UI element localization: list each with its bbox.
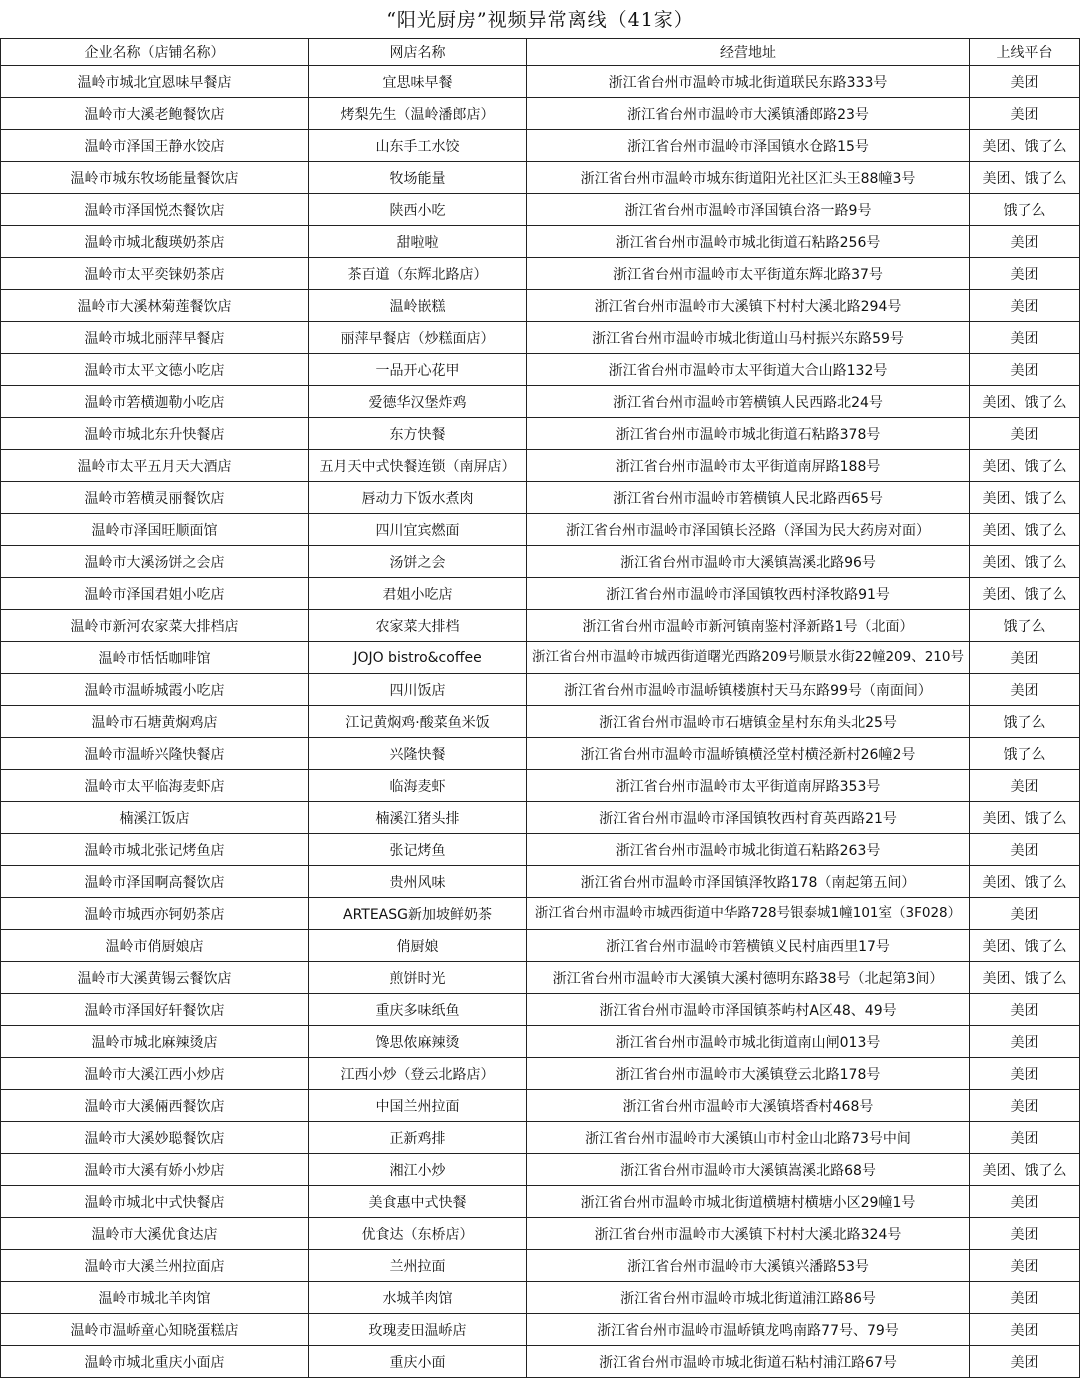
platform-cell: 美团、饿了么 [970, 162, 1080, 194]
address-cell: 浙江省台州市温岭市城西街道中华路728号银泰城1幢101室（3F028） [527, 898, 970, 930]
address-cell: 浙江省台州市温岭市大溪镇下村村大溪北路324号 [527, 1218, 970, 1250]
enterprise-name-cell: 温岭市城北羊肉馆 [1, 1282, 309, 1314]
online-store-name-cell: 正新鸡排 [309, 1122, 527, 1154]
enterprise-name-cell: 楠溪江饭店 [1, 802, 309, 834]
online-store-name-cell: 重庆小面 [309, 1346, 527, 1378]
enterprise-name-cell: 温岭市太平文德小吃店 [1, 354, 309, 386]
platform-cell: 美团 [970, 1122, 1080, 1154]
enterprise-name-cell: 温岭市城东牧场能量餐饮店 [1, 162, 309, 194]
online-store-name-cell: 优食达（东桥店） [309, 1218, 527, 1250]
enterprise-name-cell: 温岭市城北张记烤鱼店 [1, 834, 309, 866]
address-cell: 浙江省台州市温岭市泽国镇牧西村泽牧路91号 [527, 578, 970, 610]
address-cell: 浙江省台州市温岭市城北街道石粘村浦江路67号 [527, 1346, 970, 1378]
page-title: “阳光厨房”视频异常离线（41家） [386, 9, 694, 31]
address-cell: 浙江省台州市温岭市大溪镇嵩溪北路96号 [527, 546, 970, 578]
enterprise-name-cell: 温岭市城北馥瑛奶茶店 [1, 226, 309, 258]
online-store-name-cell: 宜思味早餐 [309, 66, 527, 98]
enterprise-name-cell: 温岭市温峤城霞小吃店 [1, 674, 309, 706]
enterprise-name-cell: 温岭市大溪汤饼之会店 [1, 546, 309, 578]
platform-cell: 美团、饿了么 [970, 802, 1080, 834]
table-row [1, 610, 1080, 642]
online-store-name-cell: 君姐小吃店 [309, 578, 527, 610]
address-cell: 浙江省台州市温岭市大溪镇下村村大溪北路294号 [527, 290, 970, 322]
online-store-name-cell: 茶百道（东辉北路店） [309, 258, 527, 290]
table-row [1, 770, 1080, 802]
online-store-name-cell: 美食惠中式快餐 [309, 1186, 527, 1218]
platform-cell: 美团 [970, 1026, 1080, 1058]
enterprise-name-cell: 温岭市大溪老鲍餐饮店 [1, 98, 309, 130]
table-row [1, 130, 1080, 162]
enterprise-name-cell: 温岭市城北丽萍早餐店 [1, 322, 309, 354]
platform-cell: 美团、饿了么 [970, 514, 1080, 546]
store-table [0, 38, 1080, 1378]
address-cell: 浙江省台州市温岭市温峤镇楼旗村天马东路99号（南面间） [527, 674, 970, 706]
header-platform: 上线平台 [970, 39, 1080, 66]
address-cell: 浙江省台州市温岭市太平街道东辉北路37号 [527, 258, 970, 290]
table-row [1, 1314, 1080, 1346]
enterprise-name-cell: 温岭市大溪妙聪餐饮店 [1, 1122, 309, 1154]
platform-cell: 饿了么 [970, 706, 1080, 738]
platform-cell: 美团 [970, 1058, 1080, 1090]
address-cell: 浙江省台州市温岭市城北街道南山闸013号 [527, 1026, 970, 1058]
table-row [1, 1218, 1080, 1250]
table-row [1, 514, 1080, 546]
address-cell: 浙江省台州市温岭市泽国镇茶屿村A区48、49号 [527, 994, 970, 1026]
platform-cell: 美团 [970, 1250, 1080, 1282]
platform-cell: 美团 [970, 418, 1080, 450]
table-row [1, 930, 1080, 962]
platform-cell: 美团、饿了么 [970, 866, 1080, 898]
address-cell: 浙江省台州市温岭市城北街道山马村振兴东路59号 [527, 322, 970, 354]
online-store-name-cell: 湘江小炒 [309, 1154, 527, 1186]
enterprise-name-cell: 温岭市太平五月天大酒店 [1, 450, 309, 482]
online-store-name-cell: 烤梨先生（温岭潘郎店） [309, 98, 527, 130]
online-store-name-cell: 兴隆快餐 [309, 738, 527, 770]
address-cell: 浙江省台州市温岭市城北街道横塘村横塘小区29幢1号 [527, 1186, 970, 1218]
enterprise-name-cell: 温岭市泽国王静水饺店 [1, 130, 309, 162]
table-row [1, 162, 1080, 194]
table-row [1, 1250, 1080, 1282]
table-row [1, 194, 1080, 226]
platform-cell: 美团 [970, 290, 1080, 322]
address-cell: 浙江省台州市温岭市城北街道石粘路256号 [527, 226, 970, 258]
enterprise-name-cell: 温岭市城北中式快餐店 [1, 1186, 309, 1218]
platform-cell: 美团 [970, 898, 1080, 930]
header-business-address: 经营地址 [527, 39, 970, 66]
platform-cell: 美团、饿了么 [970, 578, 1080, 610]
online-store-name-cell: 丽萍早餐店（炒糕面店） [309, 322, 527, 354]
platform-cell: 美团 [970, 226, 1080, 258]
online-store-name-cell: 重庆多味纸鱼 [309, 994, 527, 1026]
address-cell: 浙江省台州市温岭市城北街道浦江路86号 [527, 1282, 970, 1314]
table-row [1, 1090, 1080, 1122]
table-row [1, 66, 1080, 98]
platform-cell: 美团 [970, 322, 1080, 354]
address-cell: 浙江省台州市温岭市泽国镇水仓路15号 [527, 130, 970, 162]
platform-cell: 美团、饿了么 [970, 450, 1080, 482]
address-cell: 浙江省台州市温岭市大溪镇潘郎路23号 [527, 98, 970, 130]
table-row [1, 386, 1080, 418]
online-store-name-cell: 一品开心花甲 [309, 354, 527, 386]
address-cell: 浙江省台州市温岭市箬横镇人民西路北24号 [527, 386, 970, 418]
online-store-name-cell: 四川饭店 [309, 674, 527, 706]
enterprise-name-cell: 温岭市温峤童心知晓蛋糕店 [1, 1314, 309, 1346]
platform-cell: 美团 [970, 674, 1080, 706]
address-cell: 浙江省台州市温岭市城北街道石粘路378号 [527, 418, 970, 450]
address-cell: 浙江省台州市温岭市城北街道石粘路263号 [527, 834, 970, 866]
platform-cell: 美团 [970, 1218, 1080, 1250]
enterprise-name-cell: 温岭市城西亦钶奶茶店 [1, 898, 309, 930]
table-row [1, 1122, 1080, 1154]
platform-cell: 饿了么 [970, 738, 1080, 770]
address-cell: 浙江省台州市温岭市城北街道联民东路333号 [527, 66, 970, 98]
enterprise-name-cell: 温岭市泽国啊高餐饮店 [1, 866, 309, 898]
enterprise-name-cell: 温岭市大溪有娇小炒店 [1, 1154, 309, 1186]
enterprise-name-cell: 温岭市温峤兴隆快餐店 [1, 738, 309, 770]
table-row [1, 1154, 1080, 1186]
platform-cell: 美团 [970, 1090, 1080, 1122]
address-cell: 浙江省台州市温岭市大溪镇大溪村德明东路38号（北起第3间） [527, 962, 970, 994]
enterprise-name-cell: 温岭市泽国悦杰餐饮店 [1, 194, 309, 226]
platform-cell: 美团 [970, 1282, 1080, 1314]
platform-cell: 饿了么 [970, 194, 1080, 226]
platform-cell: 美团 [970, 66, 1080, 98]
table-row [1, 322, 1080, 354]
platform-cell: 美团 [970, 994, 1080, 1026]
enterprise-name-cell: 温岭市恬恬咖啡馆 [1, 642, 309, 674]
online-store-name-cell: 江记黄焖鸡·酸菜鱼米饭 [309, 706, 527, 738]
online-store-name-cell: 煎饼时光 [309, 962, 527, 994]
online-store-name-cell: 牧场能量 [309, 162, 527, 194]
online-store-name-cell: 五月天中式快餐连锁（南屏店） [309, 450, 527, 482]
enterprise-name-cell: 温岭市太平奕铼奶茶店 [1, 258, 309, 290]
table-row [1, 290, 1080, 322]
table-row [1, 1186, 1080, 1218]
table-row [1, 1282, 1080, 1314]
table-row [1, 706, 1080, 738]
platform-cell: 美团、饿了么 [970, 482, 1080, 514]
platform-cell: 美团 [970, 1186, 1080, 1218]
enterprise-name-cell: 温岭市大溪江西小炒店 [1, 1058, 309, 1090]
address-cell: 浙江省台州市温岭市太平街道南屏路353号 [527, 770, 970, 802]
enterprise-name-cell: 温岭市泽国旺顺面馆 [1, 514, 309, 546]
address-cell: 浙江省台州市温岭市泽国镇长泾路（泽国为民大药房对面） [527, 514, 970, 546]
table-row [1, 642, 1080, 674]
address-cell: 浙江省台州市温岭市箬横镇义民村庙西里17号 [527, 930, 970, 962]
enterprise-name-cell: 温岭市大溪倆西餐饮店 [1, 1090, 309, 1122]
enterprise-name-cell: 温岭市石塘黄焖鸡店 [1, 706, 309, 738]
online-store-name-cell: 唇动力下饭水煮肉 [309, 482, 527, 514]
online-store-name-cell: 兰州拉面 [309, 1250, 527, 1282]
table-row [1, 802, 1080, 834]
platform-cell: 美团 [970, 770, 1080, 802]
table-row [1, 866, 1080, 898]
platform-cell: 美团、饿了么 [970, 386, 1080, 418]
table-row [1, 450, 1080, 482]
address-cell: 浙江省台州市温岭市温峤镇龙鸣南路77号、79号 [527, 1314, 970, 1346]
enterprise-name-cell: 温岭市城北东升快餐店 [1, 418, 309, 450]
platform-cell: 饿了么 [970, 610, 1080, 642]
online-store-name-cell: 甜啦啦 [309, 226, 527, 258]
address-cell: 浙江省台州市温岭市泽国镇泽牧路178（南起第五间） [527, 866, 970, 898]
table-row [1, 418, 1080, 450]
online-store-name-cell: 中国兰州拉面 [309, 1090, 527, 1122]
platform-cell: 美团 [970, 1346, 1080, 1378]
platform-cell: 美团 [970, 834, 1080, 866]
enterprise-name-cell: 温岭市大溪黄锡云餐饮店 [1, 962, 309, 994]
header-online-store-name: 网店名称 [309, 39, 527, 66]
header-enterprise-name: 企业名称（店铺名称） [1, 39, 309, 66]
enterprise-name-cell: 温岭市泽国好轩餐饮店 [1, 994, 309, 1026]
address-cell: 浙江省台州市温岭市太平街道南屏路188号 [527, 450, 970, 482]
address-cell: 浙江省台州市温岭市城东街道阳光社区汇头王88幢3号 [527, 162, 970, 194]
address-cell: 浙江省台州市温岭市泽国镇台洛一路9号 [527, 194, 970, 226]
table-row [1, 258, 1080, 290]
platform-cell: 美团 [970, 642, 1080, 674]
table-row [1, 354, 1080, 386]
online-store-name-cell: 江西小炒（登云北路店） [309, 1058, 527, 1090]
enterprise-name-cell: 温岭市大溪林菊莲餐饮店 [1, 290, 309, 322]
platform-cell: 美团 [970, 258, 1080, 290]
address-cell: 浙江省台州市温岭市新河镇南鉴村泽新路1号（北面） [527, 610, 970, 642]
table-row [1, 1346, 1080, 1378]
address-cell: 浙江省台州市温岭市大溪镇塔香村468号 [527, 1090, 970, 1122]
table-row [1, 674, 1080, 706]
address-cell: 浙江省台州市温岭市石塘镇金星村东角头北25号 [527, 706, 970, 738]
table-header-row [1, 39, 1080, 66]
platform-cell: 美团、饿了么 [970, 930, 1080, 962]
enterprise-name-cell: 温岭市泽国君姐小吃店 [1, 578, 309, 610]
address-cell: 浙江省台州市温岭市太平街道大合山路132号 [527, 354, 970, 386]
enterprise-name-cell: 温岭市箬横迦勒小吃店 [1, 386, 309, 418]
address-cell: 浙江省台州市温岭市大溪镇兴潘路53号 [527, 1250, 970, 1282]
online-store-name-cell: 水城羊肉馆 [309, 1282, 527, 1314]
table-row [1, 1026, 1080, 1058]
table-row [1, 962, 1080, 994]
table-row [1, 898, 1080, 930]
platform-cell: 美团 [970, 354, 1080, 386]
address-cell: 浙江省台州市温岭市大溪镇登云北路178号 [527, 1058, 970, 1090]
address-cell: 浙江省台州市温岭市泽国镇牧西村育英西路21号 [527, 802, 970, 834]
address-cell: 浙江省台州市温岭市箬横镇人民北路西65号 [527, 482, 970, 514]
address-cell: 浙江省台州市温岭市城西街道曙光西路209号顺景水街22幢209、210号 [527, 642, 970, 674]
table-row [1, 834, 1080, 866]
enterprise-name-cell: 温岭市城北麻辣烫店 [1, 1026, 309, 1058]
online-store-name-cell: 张记烤鱼 [309, 834, 527, 866]
address-cell: 浙江省台州市温岭市大溪镇山市村金山北路73号中间 [527, 1122, 970, 1154]
online-store-name-cell: 山东手工水饺 [309, 130, 527, 162]
online-store-name-cell: 玫瑰麦田温峤店 [309, 1314, 527, 1346]
online-store-name-cell: 汤饼之会 [309, 546, 527, 578]
online-store-name-cell: 温岭嵌糕 [309, 290, 527, 322]
online-store-name-cell: ARTEASG新加坡鲜奶茶 [309, 898, 527, 930]
platform-cell: 美团 [970, 1314, 1080, 1346]
enterprise-name-cell: 温岭市箬横灵丽餐饮店 [1, 482, 309, 514]
table-body [1, 66, 1080, 1378]
platform-cell: 美团、饿了么 [970, 130, 1080, 162]
table-row [1, 1058, 1080, 1090]
platform-cell: 美团 [970, 98, 1080, 130]
table-row [1, 578, 1080, 610]
table-row [1, 738, 1080, 770]
table-row [1, 226, 1080, 258]
online-store-name-cell: 陕西小吃 [309, 194, 527, 226]
online-store-name-cell: 馋思侬麻辣烫 [309, 1026, 527, 1058]
online-store-name-cell: 临海麦虾 [309, 770, 527, 802]
table-row [1, 994, 1080, 1026]
enterprise-name-cell: 温岭市大溪优食达店 [1, 1218, 309, 1250]
address-cell: 浙江省台州市温岭市大溪镇嵩溪北路68号 [527, 1154, 970, 1186]
online-store-name-cell: 爱德华汉堡炸鸡 [309, 386, 527, 418]
enterprise-name-cell: 温岭市城北重庆小面店 [1, 1346, 309, 1378]
online-store-name-cell: 东方快餐 [309, 418, 527, 450]
platform-cell: 美团、饿了么 [970, 962, 1080, 994]
table-row [1, 482, 1080, 514]
online-store-name-cell: 贵州风味 [309, 866, 527, 898]
enterprise-name-cell: 温岭市新河农家菜大排档店 [1, 610, 309, 642]
table-row [1, 546, 1080, 578]
enterprise-name-cell: 温岭市太平临海麦虾店 [1, 770, 309, 802]
online-store-name-cell: JOJO bistro&coffee [309, 642, 527, 674]
online-store-name-cell: 农家菜大排档 [309, 610, 527, 642]
enterprise-name-cell: 温岭市城北宜恩味早餐店 [1, 66, 309, 98]
address-cell: 浙江省台州市温岭市温峤镇横泾堂村横泾新村26幢2号 [527, 738, 970, 770]
online-store-name-cell: 四川宜宾燃面 [309, 514, 527, 546]
online-store-name-cell: 楠溪江猪头排 [309, 802, 527, 834]
platform-cell: 美团、饿了么 [970, 546, 1080, 578]
table-row [1, 98, 1080, 130]
platform-cell: 美团、饿了么 [970, 1154, 1080, 1186]
enterprise-name-cell: 温岭市俏厨娘店 [1, 930, 309, 962]
online-store-name-cell: 俏厨娘 [309, 930, 527, 962]
enterprise-name-cell: 温岭市大溪兰州拉面店 [1, 1250, 309, 1282]
